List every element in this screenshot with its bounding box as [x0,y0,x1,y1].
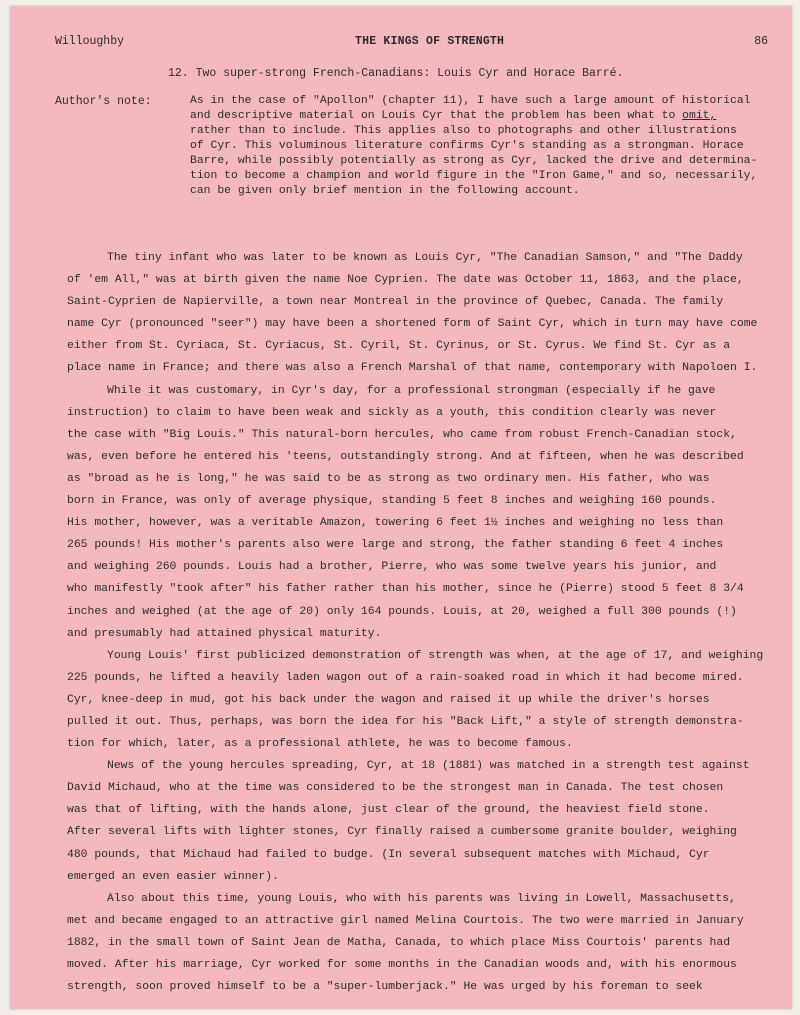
header-author: Willoughby [55,35,125,48]
page-header [55,34,768,50]
author-note-line: Barre, while possibly potentially as strong as Cyr, lacked the drive and determina- [190,155,758,167]
body-line: News of the young hercules spreading, Cyr, at 18 (1881) was matched in a strength test against [107,760,750,773]
author-note-line: tion to become a champion and world figure in the "Iron Game," and so, necessarily, [190,170,758,182]
body-line: 225 pounds, he lifted a heavily laden wagon out of a rain-soaked road in which it had become mired. [67,671,744,684]
author-note-line: can be given only brief mention in the following account. [190,185,580,197]
body-line: born in France, was only of average physique, standing 5 feet 8 inches and weighing 160 pounds. [67,495,717,508]
body-line: 1882, in the small town of Saint Jean de Matha, Canada, to which place Miss Courtois' parents had [67,936,731,949]
body-line: David Michaud, who at the time was considered to be the strongest man in Canada. The test chosen [67,782,724,795]
body-line: place name in France; and there was also a French Marshal of that name, contemporary with Napoloen I. [67,362,758,375]
body-line: either from St. Cyriaca, St. Cyriacus, St. Cyril, St. Cyrinus, or St. Cyrus. We find St. Cyr as a [67,340,731,353]
body-line: was that of lifting, with the hands alone, just clear of the ground, the heaviest field stone. [67,804,710,817]
body-line: Young Louis' first publicized demonstration of strength was when, at the age of 17, and weighing [107,649,764,662]
body-line: as "broad as he is long," he was said to be as strong as two ordinary men. His father, who was [67,472,710,485]
header-book-title: THE KINGS OF STRENGTH [355,35,505,48]
body-line: moved. After his marriage, Cyr worked for some months in the Canadian woods and, with his enormous [67,959,737,971]
body-line: His mother, however, was a veritable Amazon, towering 6 feet 1½ inches and weighing no less than [67,517,724,530]
author-note-body [190,94,780,199]
author-note-line-text: and descriptive material on Louis Cyr that the problem has been what to [190,110,683,122]
body-line: The tiny infant who was later to be known as Louis Cyr, "The Canadian Samson," and "The Daddy [107,252,743,264]
author-note-line: of Cyr. This voluminous literature confirms Cyr's standing as a strongman. Horace [190,140,744,152]
body-line: inches and weighed (at the age of 20) only 164 pounds. Louis, at 20, weighed a full 300 pounds (!) [67,605,737,618]
body-line: and presumably had attained physical maturity. [67,627,382,640]
author-note-label: Author's note: [55,95,152,108]
body-line: pulled it out. Thus, perhaps, was born the idea for his "Back Lift," a style of strength demonstra- [67,715,744,728]
author-note-line: As in the case of "Apollon" (chapter 11), I have such a large amount of historical [190,95,751,107]
typewritten-page [10,6,792,1009]
author-note-line: rather than to include. This applies also to photographs and other illustrations [190,125,737,137]
chapter-heading: 12. Two super-strong French-Canadians: Louis Cyr and Horace Barré. [168,67,624,80]
body-line: Also about this time, young Louis, who with his parents was living in Lowell, Massachusetts, [107,892,736,905]
body-line: who manifestly "took after" his father rather than his mother, since he (Pierre) stood 5 feet 8 3/4 [67,583,744,596]
body-line: emerged an even easier winner). [67,870,279,883]
underlined-word: omit, [682,110,717,122]
body-line: instruction) to claim to have been weak and sickly as a youth, this condition clearly was never [67,406,717,419]
body-line: name Cyr (pronounced "seer") may have been a shortened form of Saint Cyr, which in turn may have come [67,318,758,331]
body-line: was, even before he entered his 'teens, outstandingly strong. And at fifteen, when he was described [67,450,744,463]
body-line: of 'em All," was at birth given the name Noe Cyprien. The date was October 11, 1863, and the place, [67,274,744,287]
body-line: the case with "Big Louis." This natural-born hercules, who came from robust French-Canadian stock, [67,428,737,441]
body-text [67,247,772,998]
body-line: and weighing 260 pounds. Louis had a brother, Pierre, who was some twelve years his junior, and [67,561,717,574]
body-line: Cyr, knee-deep in mud, got his back under the wagon and raised it up while the driver's horses [67,693,710,706]
author-note-line [190,109,780,124]
body-line: After several lifts with lighter stones, Cyr finally raised a cumbersome granite boulder, weighing [67,826,737,839]
body-line: While it was customary, in Cyr's day, for a professional strongman (especially if he gave [107,384,716,397]
body-line: 265 pounds! His mother's parents also were large and strong, the father standing 6 feet 4 inches [67,539,724,552]
body-line: met and became engaged to an attractive girl named Melina Courtois. The two were married in January [67,914,744,927]
header-page-number: 86 [754,35,768,48]
body-line: tion for which, later, as a professional athlete, he was to become famous. [67,738,573,751]
body-line: strength, soon proved himself to be a "super-lumberjack." He was urged by his foreman to seek [67,981,703,994]
body-line: 480 pounds, that Michaud had failed to budge. (In several subsequent matches with Michaud, Cyr [67,848,710,861]
body-line: Saint-Cyprien de Napierville, a town near Montreal in the province of Quebec, Canada. The family [67,296,724,309]
